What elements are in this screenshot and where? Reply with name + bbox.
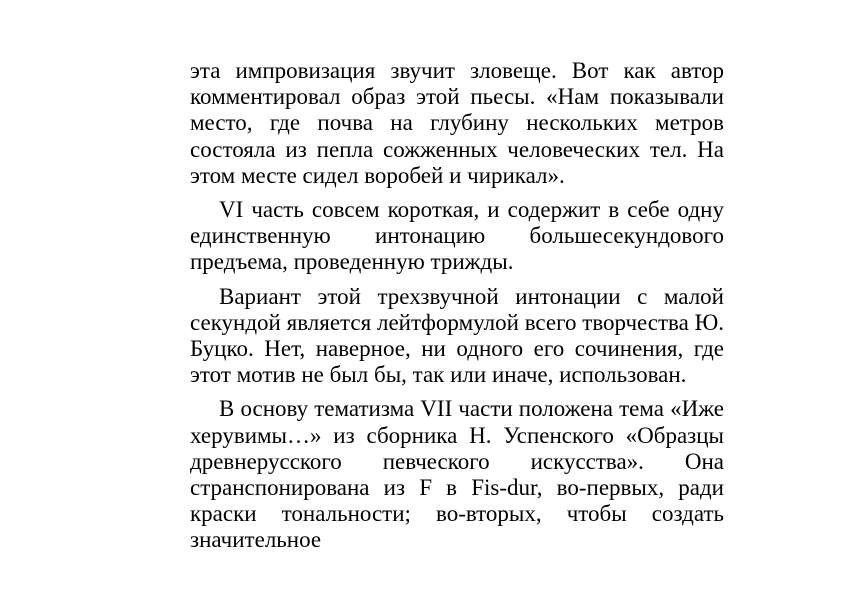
paragraph-3: Вариант этой трехзвучной интонации с малой секундой является лейтформулой всего творчества Ю. Буцко. Нет, наверное, ни одного его сочинения, где этот мотив не был бы, так или иначе, использован. (190, 283, 724, 388)
paragraph-4: В основу тематизма VII части положена тема «Иже херувимы…» из сборника Н. Успенского «Образцы древнерусского певческого искусства». Она странспонирована из F в Fis-dur, во-первых, ради краски тональности; во-вторых, чтобы создать значительное (190, 396, 724, 553)
document-page (190, 58, 724, 562)
paragraph-2: VI часть совсем короткая, и содержит в себе одну единственную интонацию большесекундового предъема, проведенную трижды. (190, 197, 724, 275)
paragraph-1: эта импровизация звучит зловеще. Вот как автор комментировал образ этой пьесы. «Нам показывали место, где почва на глубину нескольких метров состояла из пепла сожженных человеческих тел. На этом месте сидел воробей и чирикал». (190, 58, 724, 188)
